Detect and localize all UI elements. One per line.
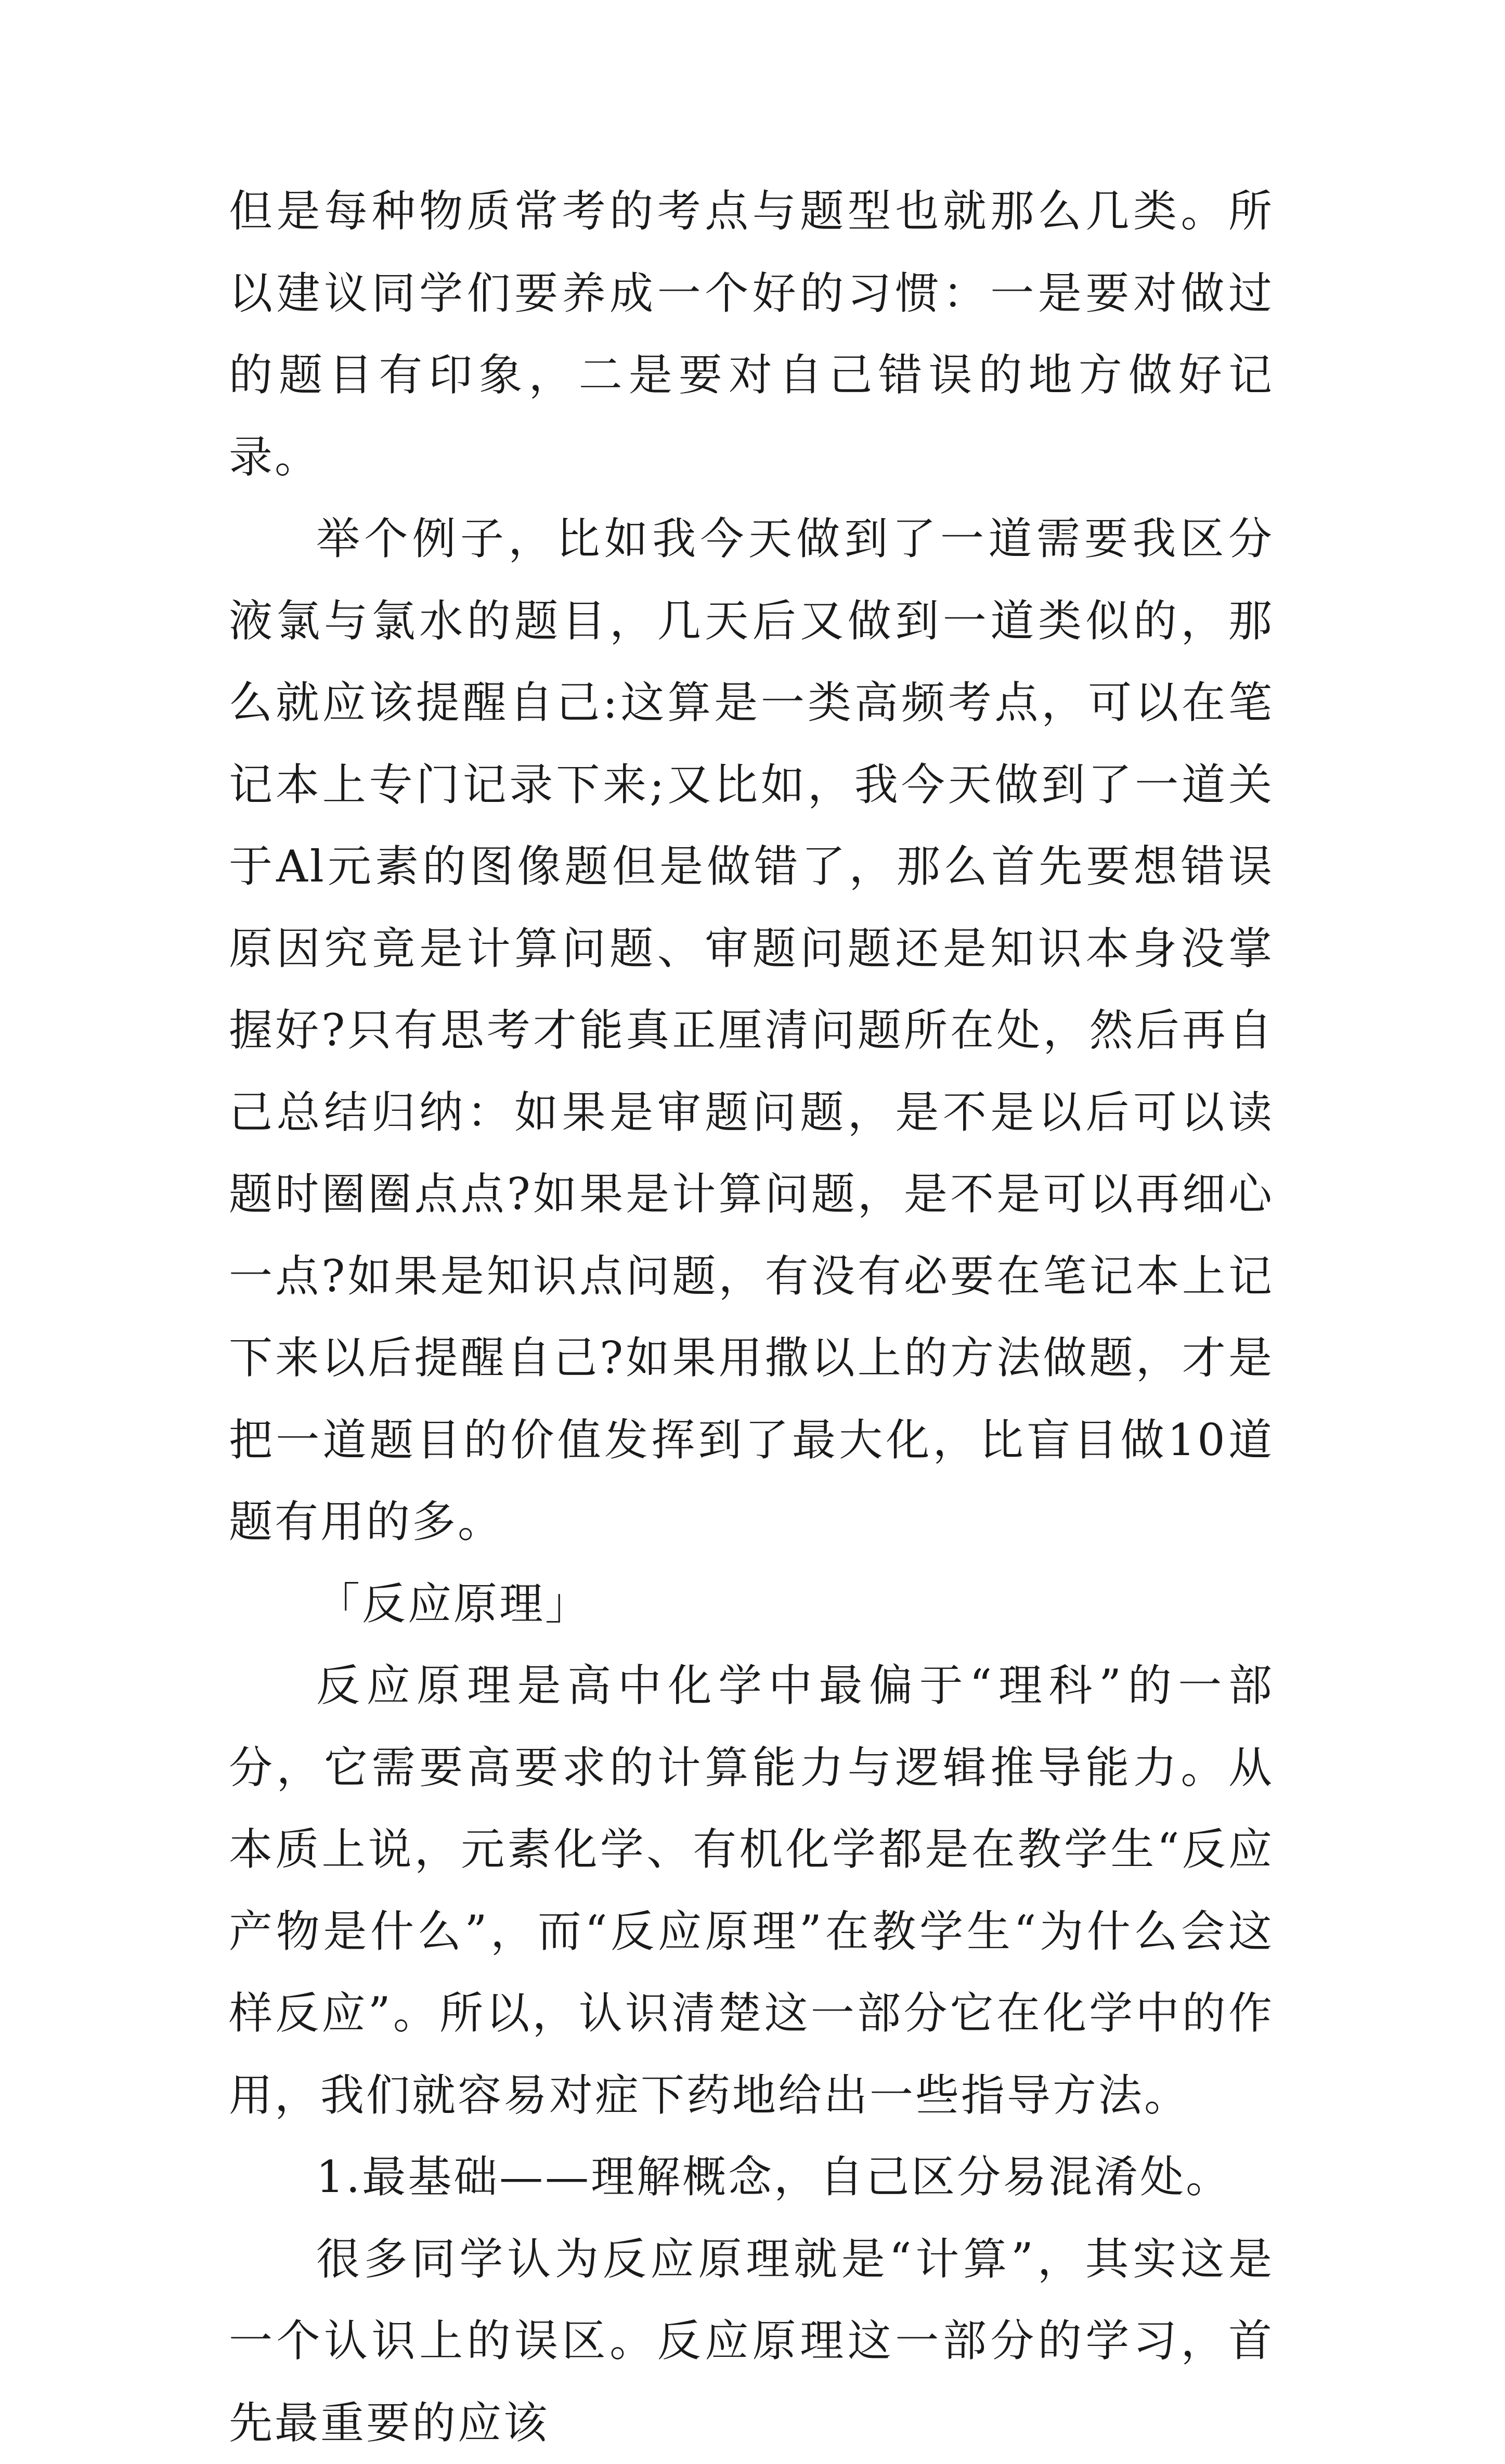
subheading-basics: 1.最基础——理解概念，自己区分易混淆处。: [229, 2136, 1274, 2219]
paragraph-misconception: 很多同学认为反应原理就是“计算”，其实这是一个认识上的误区。反应原理这一部分的学习，首先最重要的应该: [229, 2219, 1274, 2464]
section-heading-reaction-principle: 「反应原理」: [229, 1563, 1274, 1645]
paragraph-example: 举个例子，比如我今天做到了一道需要我区分液氯与氯水的题目，几天后又做到一道类似的，那么就应该提醒自己:这算是一类高频考点，可以在笔记本上专门记录下来;又比如，我今天做到了一道关于Al元素的图像题但是做错了，那么首先要想错误原因究竟是计算问题、审题问题还是知识本身没掌握好?只有思考才能真正厘清问题所在处，然后再自己总结归纳：如果是审题问题，是不是以后可以读题时圈圈点点?如果是计算问题，是不是可以再细心一点?如果是知识点问题，有没有必要在笔记本上记下来以后提醒自己?如果用撒以上的方法做题，才是把一道题目的价值发挥到了最大化，比盲目做10道题有用的多。: [229, 498, 1274, 1563]
paragraph-reaction-principle-intro: 反应原理是高中化学中最偏于“理科”的一部分，它需要高要求的计算能力与逻辑推导能力。从本质上说，元素化学、有机化学都是在教学生“反应产物是什么”，而“反应原理”在教学生“为什么会这样反应”。所以，认识清楚这一部分它在化学中的作用，我们就容易对症下药地给出一些指导方法。: [229, 1645, 1274, 2136]
paragraph-continuation: 但是每种物质常考的考点与题型也就那么几类。所以建议同学们要养成一个好的习惯：一是要对做过的题目有印象，二是要对自己错误的地方做好记录。: [229, 171, 1274, 498]
document-body: [229, 171, 1274, 2464]
